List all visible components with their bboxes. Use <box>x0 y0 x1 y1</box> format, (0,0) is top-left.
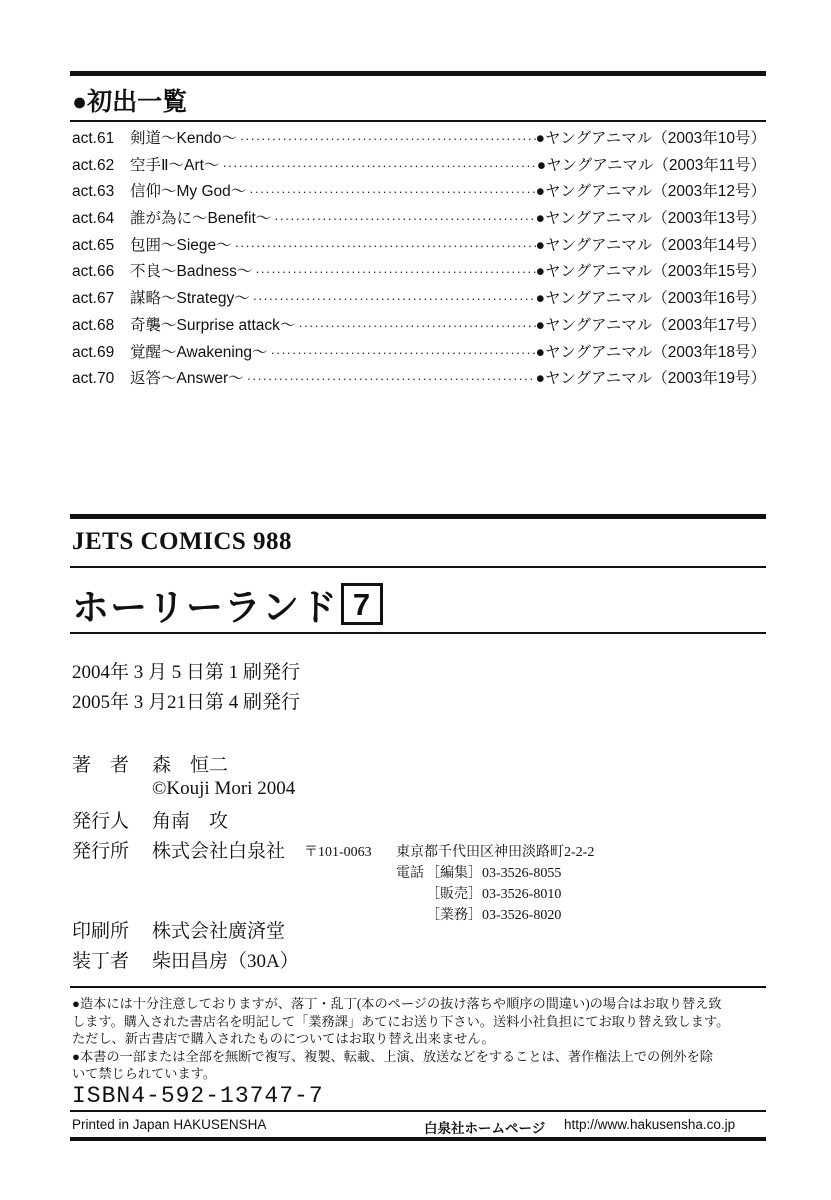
toc-act-number: act.70 <box>72 370 115 388</box>
toc-source: ●ヤングアニマル（2003年19号） <box>535 370 766 388</box>
toc-leader-dots <box>222 158 536 173</box>
toc-chapter-title: 返答～Answer～ <box>130 370 244 388</box>
publisher-person-name: 角南 攻 <box>152 811 229 832</box>
toc-source: ●ヤングアニマル（2003年10号） <box>535 130 766 147</box>
toc-entry <box>72 126 766 153</box>
colophon-top-rule <box>70 514 766 519</box>
toc-source: ●ヤングアニマル（2003年13号） <box>535 210 766 228</box>
notice-line: いて禁じられています。 <box>72 1066 217 1082</box>
toc-leader-dots <box>247 371 536 386</box>
phone-business: ［業務］03-3526-8020 <box>426 908 562 923</box>
toc-source: ●ヤングアニマル（2003年18号） <box>535 343 766 361</box>
notice-line: ただし、新古書店で購入されたものについてはお取り替え出来ません。 <box>72 1031 495 1047</box>
footer-rule <box>70 1137 766 1141</box>
toc-leader-dots <box>253 291 536 306</box>
toc-act-number: act.69 <box>72 343 115 361</box>
latest-print-date: 2005年 3 月21日第 4 刷発行 <box>72 692 301 713</box>
toc-entry <box>72 340 766 367</box>
toc-list <box>72 126 766 393</box>
printer-label: 印刷所 <box>72 921 130 942</box>
toc-source: ●ヤングアニマル（2003年15号） <box>535 263 766 281</box>
toc-leader-dots <box>274 211 535 226</box>
phone-editorial: ［編集］03-3526-8055 <box>426 866 562 881</box>
author-label: 著 者 <box>72 755 130 776</box>
toc-chapter-title: 誰が為に～Benefit～ <box>130 210 272 228</box>
book-title-text: ホーリーランド <box>72 587 338 628</box>
toc-entry <box>72 233 766 260</box>
phone-sales: ［販売］03-3526-8010 <box>426 887 562 902</box>
designer-name: 柴田昌房（30A） <box>152 951 299 972</box>
notice-line: ●本書の一部または全部を無断で複写、複製、転載、上演、放送などをすることは、著作権法上での例外を除 <box>72 1048 713 1064</box>
toc-act-number: act.66 <box>72 263 115 281</box>
toc-leader-dots <box>240 131 536 146</box>
toc-leader-dots <box>235 238 536 253</box>
toc-chapter-title: 奇襲～Surprise attack～ <box>130 316 296 334</box>
toc-act-number: act.62 <box>72 156 115 174</box>
notice-line: します。購入された書店名を明記して「業務課」あてにお送り下さい。送料小社負担にてお取り替え致します。 <box>72 1013 730 1029</box>
printer-name: 株式会社廣済堂 <box>152 921 286 942</box>
toc-act-number: act.61 <box>72 130 115 147</box>
toc-source: ●ヤングアニマル（2003年11号） <box>536 156 766 174</box>
homepage-label: 白泉社ホームページ <box>424 1121 546 1136</box>
publisher-label: 発行所 <box>72 841 130 862</box>
toc-entry <box>72 153 766 180</box>
toc-chapter-title: 信仰～My God～ <box>130 183 247 201</box>
toc-source: ●ヤングアニマル（2003年16号） <box>535 290 766 308</box>
first-print-date: 2004年 3 月 5 日第 1 刷発行 <box>72 662 301 683</box>
toc-chapter-title: 覚醒～Awakening～ <box>130 343 268 361</box>
copyright-notice: ©Kouji Mori 2004 <box>152 778 296 799</box>
notice-line: ●造本には十分注意しておりますが、落丁・乱丁(本のページの抜け落ちや順序の間違い)の場合はお取り替え致 <box>72 996 722 1011</box>
series-name: JETS COMICS 988 <box>72 528 293 555</box>
toc-source: ●ヤングアニマル（2003年12号） <box>535 183 766 201</box>
book-title <box>72 577 383 631</box>
publisher-address: 東京都千代田区神田淡路町2-2-2 <box>396 845 595 860</box>
toc-entry <box>72 366 766 393</box>
series-rule <box>70 566 766 568</box>
toc-entry <box>72 206 766 233</box>
homepage-url[interactable]: http://www.hakusensha.co.jp <box>564 1117 736 1132</box>
notice-top-rule <box>70 986 766 988</box>
toc-act-number: act.67 <box>72 290 115 308</box>
toc-chapter-title: 包囲～Siege～ <box>130 236 232 254</box>
toc-act-number: act.68 <box>72 316 115 334</box>
title-rule <box>70 632 766 634</box>
toc-act-number: act.65 <box>72 236 115 254</box>
legal-notice <box>72 995 768 1083</box>
toc-heading-rule <box>70 120 766 122</box>
toc-act-number: act.63 <box>72 183 115 201</box>
publisher-name: 株式会社白泉社 <box>152 841 286 862</box>
volume-number-box: 7 <box>341 583 383 625</box>
isbn-rule <box>70 1110 766 1112</box>
postal-code: 〒101-0063 <box>304 845 372 860</box>
toc-source: ●ヤングアニマル（2003年17号） <box>535 316 766 334</box>
toc-entry <box>72 259 766 286</box>
toc-chapter-title: 剣道～Kendo～ <box>130 130 237 147</box>
toc-chapter-title: 謀略～Strategy～ <box>130 290 250 308</box>
toc-leader-dots <box>255 264 535 279</box>
toc-entry <box>72 179 766 206</box>
toc-leader-dots <box>298 318 535 333</box>
toc-entry <box>72 313 766 340</box>
toc-entry <box>72 286 766 313</box>
toc-chapter-title: 空手Ⅱ～Art～ <box>130 156 220 174</box>
toc-act-number: act.64 <box>72 210 115 228</box>
isbn: ISBN4-592-13747-7 <box>72 1083 324 1109</box>
toc-heading: ●初出一覧 <box>72 88 188 116</box>
phone-label: 電話 <box>396 866 424 881</box>
top-rule <box>70 71 766 76</box>
printed-in: Printed in Japan HAKUSENSHA <box>72 1117 267 1132</box>
toc-leader-dots <box>249 184 535 199</box>
toc-leader-dots <box>271 345 536 360</box>
publisher-person-label: 発行人 <box>72 811 130 832</box>
designer-label: 装丁者 <box>72 951 130 972</box>
author-name: 森 恒二 <box>152 755 229 776</box>
toc-source: ●ヤングアニマル（2003年14号） <box>535 236 766 254</box>
toc-chapter-title: 不良～Badness～ <box>130 263 253 281</box>
